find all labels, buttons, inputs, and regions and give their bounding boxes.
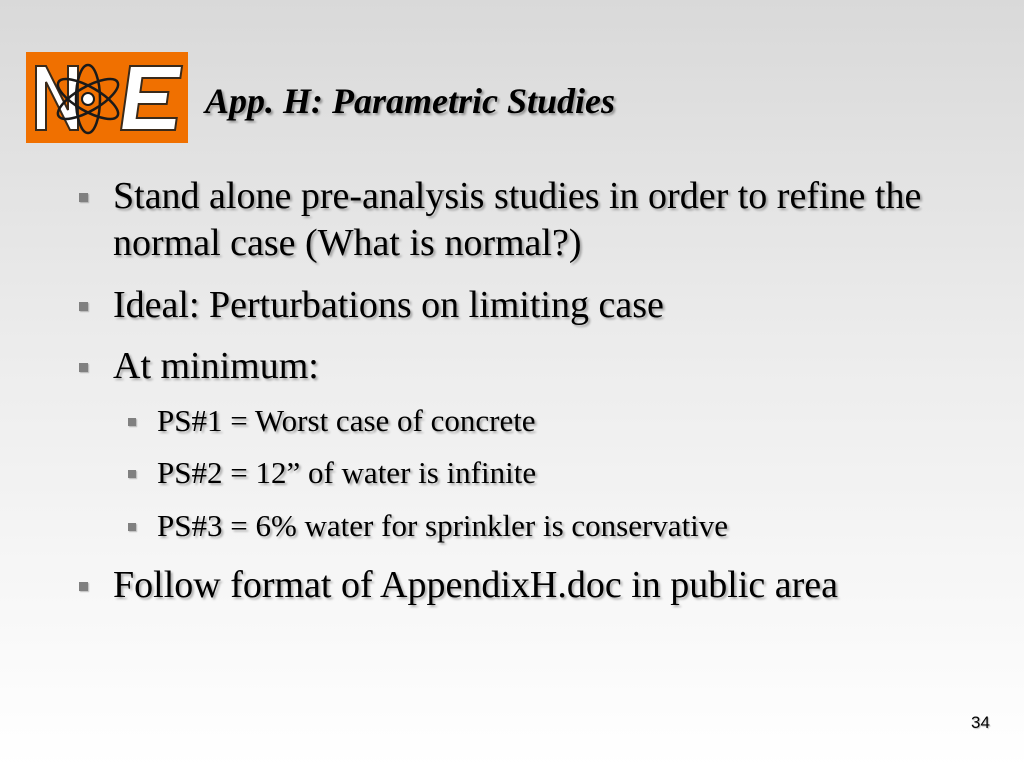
bullet-text: PS#3 = 6% water for sprinkler is conservative: [157, 508, 729, 543]
bullet-text: Stand alone pre-analysis studies in order to refine the normal case (What is normal?): [113, 175, 922, 264]
bullet-marker: [79, 302, 88, 311]
sub-bullet-item: [157, 402, 957, 440]
bullet-marker: [128, 523, 136, 531]
bullet-text: At minimum:: [113, 345, 319, 387]
sub-bullet-item: [157, 507, 957, 545]
bullet-marker: [128, 470, 136, 478]
bullet-text: Ideal: Perturbations on limiting case: [113, 284, 664, 326]
bullet-marker: [128, 418, 136, 426]
bullet-item: [113, 282, 933, 329]
bullet-text: PS#2 = 12” of water is infinite: [157, 455, 537, 490]
bullet-marker: [79, 193, 88, 202]
sub-bullet-item: [157, 454, 957, 492]
bullet-text: PS#1 = Worst case of concrete: [157, 403, 536, 438]
bullet-text: Follow format of AppendixH.doc in public area: [113, 564, 839, 606]
slide-title: App. H: Parametric Studies: [205, 81, 616, 121]
bullet-marker: [79, 582, 88, 591]
bullet-item: [113, 173, 933, 267]
bullet-item: [113, 562, 933, 609]
bullet-item: [113, 343, 933, 390]
bullet-marker: [79, 363, 88, 372]
page-number: 34: [971, 713, 990, 732]
